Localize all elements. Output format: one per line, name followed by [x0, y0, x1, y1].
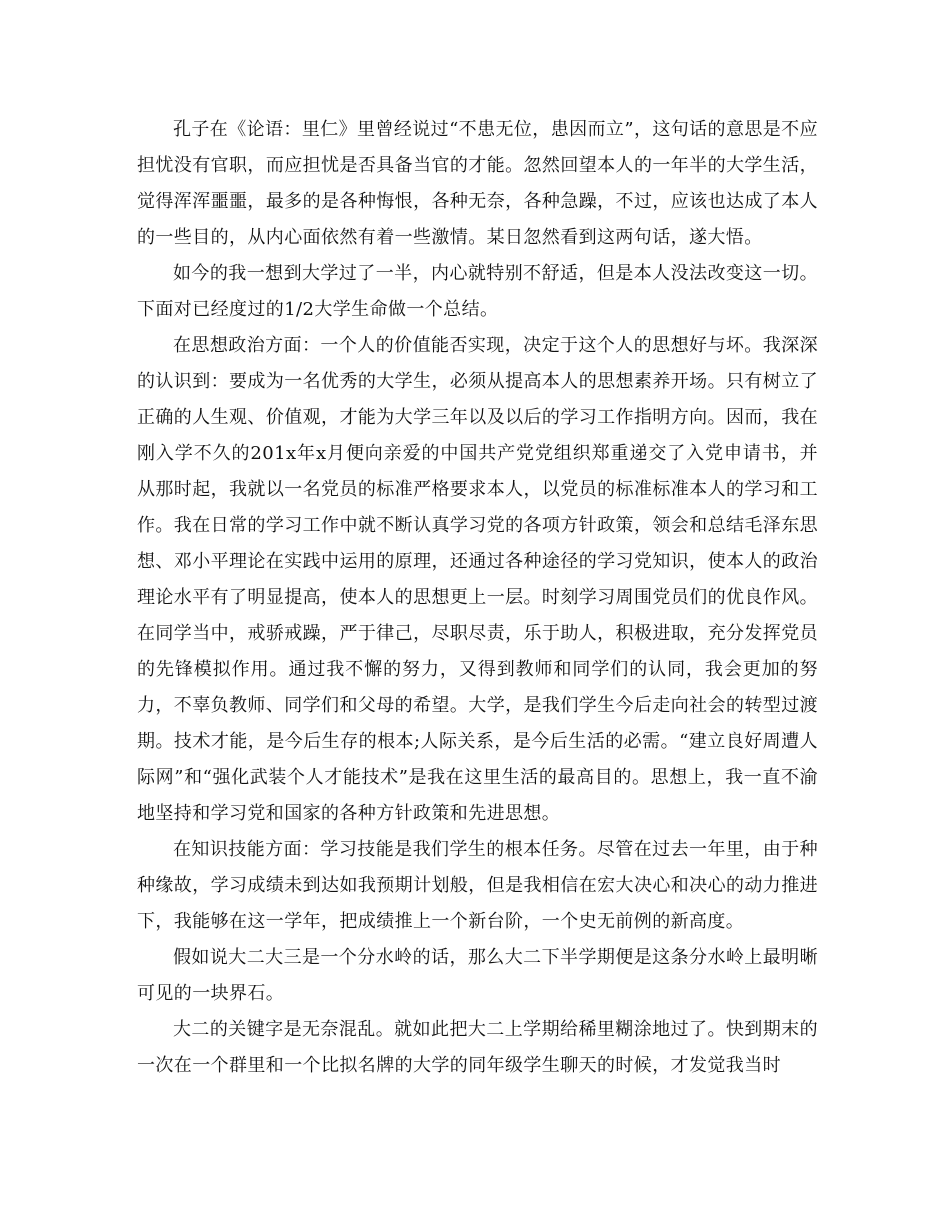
paragraph-half-college: 如今的我一想到大学过了一半，内心就特别不舒适，但是本人没法改变这一切。下面对已经度过的1/2大学生命做一个总结。 [137, 263, 818, 320]
paragraph-ideology-politics: 在思想政治方面：一个人的价值能否实现，决定于这个人的思想好与坏。我深深的认识到：要成为一名优秀的大学生，必须从提高本人的思想素养开场。只有树立了正确的人生观、价值观，才能为大学三年以及以后的学习工作指明方向。因而，我在刚入学不久的201x年x月便向亲爱的中国共产党党组织郑重递交了入党申请书，并从那时起，我就以一名党员的标准严格要求本人，以党员的标准标准本人的学习和工作。我在日常的学习工作中就不断认真学习党的各项方针政策，领会和总结毛泽东思想、邓小平理论在实践中运用的原理，还通过各种途径的学习党知识，使本人的政治理论水平有了明显提高，使本人的思想更上一层。时刻学习周围党员们的优良作风。在同学当中，戒骄戒躁，严于律己，尽职尽责，乐于助人，积极进取，充分发挥党员的先锋模拟作用。通过我不懈的努力，又得到教师和同学们的认同，我会更加的努力，不辜负教师、同学们和父母的希望。大学，是我们学生今后走向社会的转型过渡期。技术才能，是今后生存的根本;人际关系，是今后生活的必需。“建立良好周遭人际网”和“强化武装个人才能技术”是我在这里生活的最高目的。思想上，我一直不渝地坚持和学习党和国家的各种方针政策和先进思想。 [137, 335, 818, 824]
paragraph-watershed: 假如说大二大三是一个分水岭的话，那么大二下半学期便是这条分水岭上最明晰可见的一块界石。 [137, 947, 818, 1004]
paragraph-knowledge-skills: 在知识技能方面：学习技能是我们学生的根本任务。尽管在过去一年里，由于种种缘故，学习成绩未到达如我预期计划般，但是我相信在宏大决心和决心的动力推进下，我能够在这一学年，把成绩推上一个新台阶，一个史无前例的新高度。 [137, 839, 818, 932]
paragraph-sophomore-keyword: 大二的关键字是无奈混乱。就如此把大二上学期给稀里糊涂地过了。快到期末的一次在一个群里和一个比拟名牌的大学的同年级学生聊天的时候，才发觉我当时 [137, 1019, 818, 1076]
paragraph-confucius-quote: 孔子在《论语：里仁》里曾经说过“不患无位，患因而立”，这句话的意思是不应担忧没有官职，而应担忧是否具备当官的才能。忽然回望本人的一年半的大学生活，觉得浑浑噩噩，最多的是各种悔恨，各种无奈，各种急躁，不过，应该也达成了本人的一些目的，从内心面依然有着一些激情。某日忽然看到这两句话，遂大悟。 [137, 119, 818, 248]
